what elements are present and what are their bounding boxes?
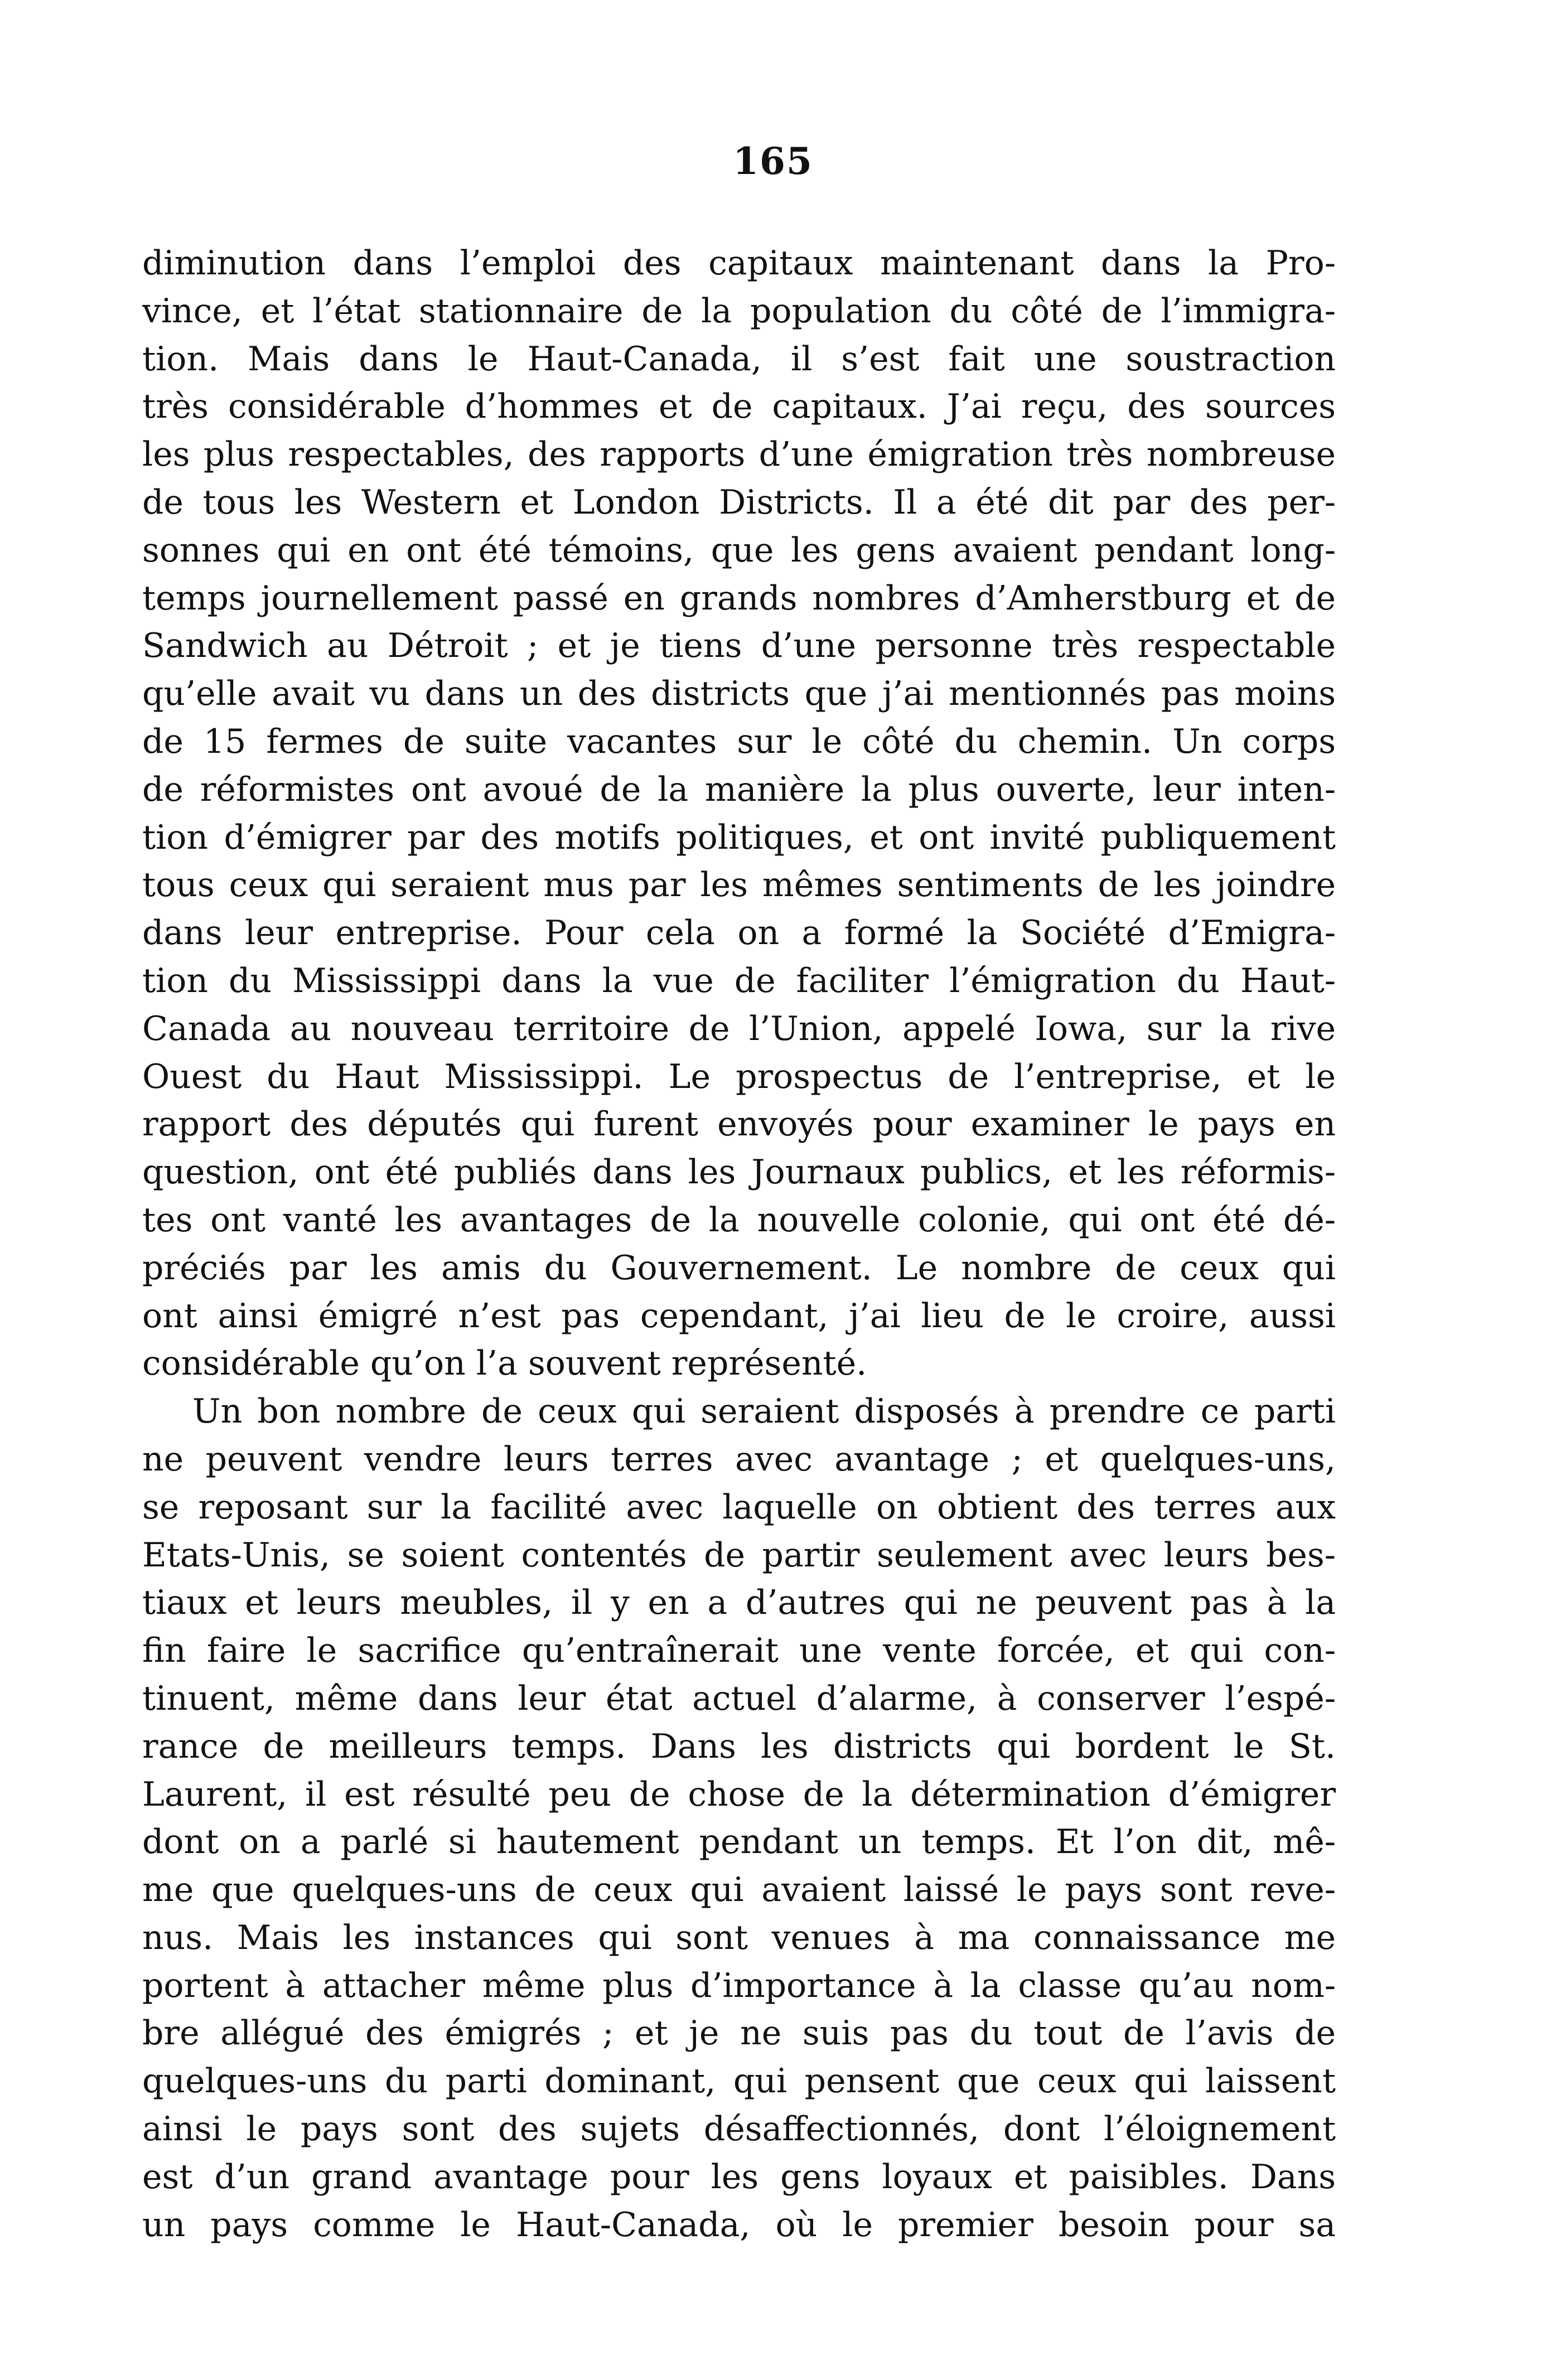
paragraph-start-line: Un bon nombre de ceux qui seraient disposés à prendre ce parti xyxy=(192,1392,1336,1431)
text-line: tinuent, même dans leur état actuel d’alarme, à conserver l’espé- xyxy=(142,1678,1336,1718)
text-line: tion. Mais dans le Haut-Canada, il s’est fait une soustraction xyxy=(142,339,1336,379)
text-line: ont ainsi émigré n’est pas cependant, j’ai lieu de le croire, aussi xyxy=(142,1296,1336,1336)
text-line: ne peuvent vendre leurs terres avec avantage ; et quelques-uns, xyxy=(142,1439,1336,1479)
text-line: diminution dans l’emploi des capitaux maintenant dans la Pro- xyxy=(142,244,1336,283)
text-line: un pays comme le Haut-Canada, où le premier besoin pour sa xyxy=(142,2205,1336,2244)
text-line: de réformistes ont avoué de la manière la plus ouverte, leur inten- xyxy=(142,770,1336,809)
text-line: sonnes qui en ont été témoins, que les gens avaient pendant long- xyxy=(142,530,1336,570)
text-line: Sandwich au Détroit ; et je tiens d’une personne très respectable xyxy=(142,626,1336,666)
text-line: Ouest du Haut Mississippi. Le prospectus de l’entreprise, et le xyxy=(142,1057,1336,1096)
text-line: quelques-uns du parti dominant, qui pensent que ceux qui laissent xyxy=(142,2062,1336,2101)
text-line: Etats-Unis, se soient contentés de partir seulement avec leurs bes- xyxy=(142,1535,1336,1575)
text-line: tion du Mississippi dans la vue de faciliter l’émigration du Haut- xyxy=(142,961,1336,1000)
page-number: 165 xyxy=(733,139,813,183)
text-line: Canada au nouveau territoire de l’Union, appelé Iowa, sur la rive xyxy=(142,1009,1336,1048)
text-line: tion d’émigrer par des motifs politiques, et ont invité publiquement xyxy=(142,817,1336,857)
text-line: Laurent, il est résulté peu de chose de la détermination d’émigrer xyxy=(142,1774,1336,1814)
text-line: rance de meilleurs temps. Dans les districts qui bordent le St. xyxy=(142,1726,1336,1766)
text-line: dans leur entreprise. Pour cela on a formé la Société d’Emigra- xyxy=(142,913,1336,953)
text-line: rapport des députés qui furent envoyés pour examiner le pays en xyxy=(142,1105,1336,1144)
text-line: qu’elle avait vu dans un des districts que j’ai mentionnés pas moins xyxy=(142,674,1336,714)
text-line: tiaux et leurs meubles, il y en a d’autres qui ne peuvent pas à la xyxy=(142,1583,1336,1623)
text-line: tes ont vanté les avantages de la nouvelle colonie, qui ont été dé- xyxy=(142,1200,1336,1240)
text-line: de 15 fermes de suite vacantes sur le côté du chemin. Un corps xyxy=(142,722,1336,761)
text-line: question, ont été publiés dans les Journaux publics, et les réformis- xyxy=(142,1153,1336,1192)
text-line: nus. Mais les instances qui sont venues à ma connaissance me xyxy=(142,1918,1336,1957)
text-line: se reposant sur la facilité avec laquelle on obtient des terres aux xyxy=(142,1487,1336,1527)
paragraph-end-line: considérable qu’on l’a souvent représenté. xyxy=(142,1344,867,1384)
text-line: ainsi le pays sont des sujets désaffectionnés, dont l’éloignement xyxy=(142,2110,1336,2149)
text-line: me que quelques-uns de ceux qui avaient laissé le pays sont reve- xyxy=(142,1870,1336,1910)
text-line: préciés par les amis du Gouvernement. Le nombre de ceux qui xyxy=(142,1248,1336,1288)
text-line: de tous les Western et London Districts. Il a été dit par des per- xyxy=(142,482,1336,522)
text-line: bre allégué des émigrés ; et je ne suis pas du tout de l’avis de xyxy=(142,2014,1336,2053)
text-line: est d’un grand avantage pour les gens loyaux et paisibles. Dans xyxy=(142,2157,1336,2197)
text-line: vince, et l’état stationnaire de la population du côté de l’immigra- xyxy=(142,291,1336,331)
body-text xyxy=(142,240,1336,2249)
text-line: dont on a parlé si hautement pendant un temps. Et l’on dit, mê- xyxy=(142,1822,1336,1862)
text-line: fin faire le sacrifice qu’entraînerait une vente forcée, et qui con- xyxy=(142,1631,1336,1671)
text-line: portent à attacher même plus d’importance à la classe qu’au nom- xyxy=(142,1966,1336,2005)
text-line: les plus respectables, des rapports d’une émigration très nombreuse xyxy=(142,435,1336,475)
text-line: tous ceux qui seraient mus par les mêmes sentiments de les joindre xyxy=(142,865,1336,905)
text-line: très considérable d’hommes et de capitaux. J’ai reçu, des sources xyxy=(142,387,1336,427)
text-line: temps journellement passé en grands nombres d’Amherstburg et de xyxy=(142,578,1336,618)
